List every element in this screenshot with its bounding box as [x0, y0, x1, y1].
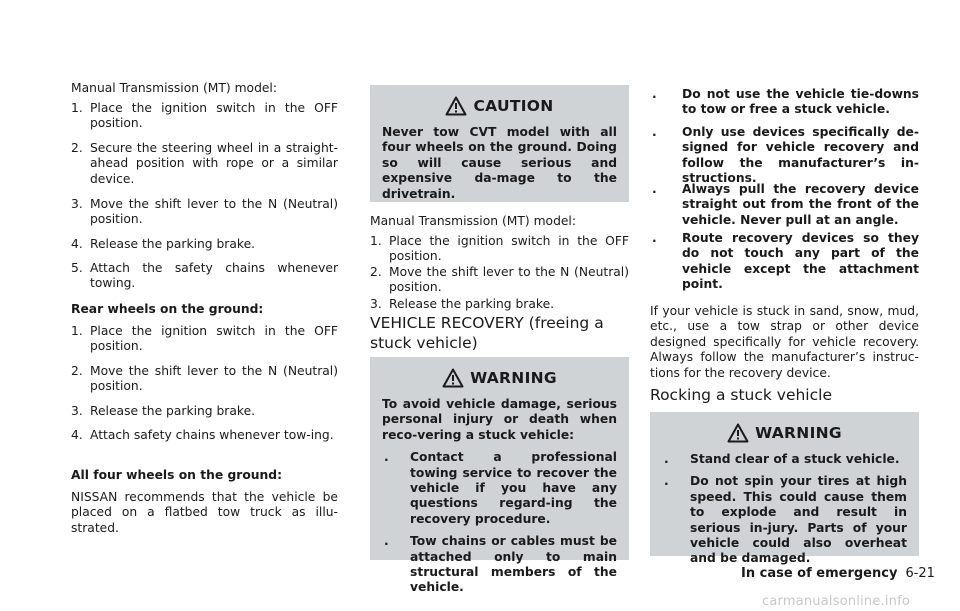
bullet-text: Always pull the recovery device straight out from the front of the vehicle. Never pull at an angle.: [682, 182, 919, 227]
step-number: 1.: [71, 101, 83, 115]
step-text: Release the parking brake.: [90, 404, 256, 418]
warning-header: [662, 420, 907, 446]
step-text: Release the parking brake.: [389, 297, 555, 311]
bullet: .: [652, 125, 657, 139]
step-text: Place the ignition switch in the OFF position.: [90, 324, 338, 354]
list-item: [71, 197, 338, 228]
bullet-text: Only use devices specifically de-signed for vehicle recovery and follow the manufacturer’s in-structions.: [682, 125, 919, 186]
step-text: Attach safety chains whenever tow-ing.: [90, 428, 334, 442]
bullet: .: [384, 450, 389, 465]
vehicle-recovery-heading: VEHICLE RECOVERY (freeing a stuck vehicle): [370, 314, 604, 352]
list-item: [71, 428, 338, 443]
step-text: Move the shift lever to the N (Neutral) position.: [90, 364, 338, 394]
list-item: [382, 450, 617, 527]
caution-title: CAUTION: [473, 97, 554, 115]
list-item: [650, 125, 919, 187]
list-item: [662, 474, 907, 566]
step-number: 5.: [71, 261, 83, 275]
list-item: [71, 101, 338, 132]
bullet: .: [652, 87, 657, 101]
caution-text: Never tow CVT model with all four wheels on the ground. Doing so will cause serious and expensive da-mage to the drivetrain.: [382, 125, 617, 201]
step-number: 4.: [71, 237, 83, 251]
list-item: [370, 297, 629, 312]
step-text: Place the ignition switch in the OFF position.: [90, 101, 338, 131]
mt-model-intro: Manual Transmission (MT) model:: [71, 81, 277, 95]
all-wheels-heading: All four wheels on the ground:: [71, 468, 283, 482]
list-item: [71, 364, 338, 395]
stuck-vehicle-paragraph: If your vehicle is stuck in sand, snow, mud, etc., use a tow strap or other device designed specifically for vehicle recovery. Always follow the manufacturer’s instruc-tions for the recovery device.: [650, 304, 919, 380]
step-number: 3.: [71, 197, 83, 211]
step-number: 1.: [370, 234, 382, 248]
bullet: .: [652, 182, 657, 196]
list-item: [650, 231, 919, 293]
caution-box: [370, 85, 629, 202]
list-item: [71, 141, 338, 187]
warning-text: To avoid vehicle damage, serious personal injury or death when reco-vering a stuck vehicle:: [382, 397, 617, 442]
list-item: [71, 237, 338, 252]
warning-title: WARNING: [755, 424, 842, 442]
step-number: 3.: [71, 404, 83, 418]
step-number: 4.: [71, 428, 83, 442]
list-item: [71, 261, 338, 292]
list-item: [650, 182, 919, 228]
watermark: carmanualsonline.info: [762, 594, 911, 609]
footer-section-title: In case of emergency: [741, 566, 898, 581]
bullet-text: Contact a professional towing service to recover the vehicle if you have any questions regard-ing the recovery procedure.: [410, 450, 617, 526]
step-text: Place the ignition switch in the OFF position.: [389, 234, 629, 264]
step-text: Secure the steering wheel in a straight-ahead position with rope or a similar device.: [90, 141, 338, 186]
step-text: Release the parking brake.: [90, 237, 256, 251]
bullet-text: Tow chains or cables must be attached only to main structural members of the vehicle.: [410, 534, 617, 595]
page-footer: [741, 566, 935, 581]
step-number: 2.: [370, 265, 382, 279]
list-item: [662, 452, 907, 467]
page-number: 6-21: [905, 566, 935, 581]
step-number: 2.: [71, 141, 83, 155]
rear-wheels-heading: Rear wheels on the ground:: [71, 302, 264, 316]
step-text: Attach the safety chains whenever towing.: [90, 261, 338, 291]
list-item: [650, 87, 919, 118]
bullet-text: Do not use the vehicle tie-downs to tow or free a stuck vehicle.: [682, 87, 919, 117]
mt-model-intro: Manual Transmission (MT) model:: [370, 214, 576, 228]
list-item: [370, 265, 629, 296]
bullet: .: [652, 231, 657, 245]
caution-header: [382, 93, 617, 119]
warning-title: WARNING: [470, 369, 557, 387]
warning-box: [370, 357, 629, 595]
step-text: Move the shift lever to the N (Neutral) position.: [389, 265, 629, 295]
bullet-text: Stand clear of a stuck vehicle.: [690, 452, 900, 466]
list-item: [382, 534, 617, 596]
list-item: [71, 404, 338, 419]
step-number: 2.: [71, 364, 83, 378]
rocking-heading: Rocking a stuck vehicle: [650, 386, 832, 404]
step-text: Move the shift lever to the N (Neutral) position.: [90, 197, 338, 227]
warning-box: [650, 412, 919, 566]
warning-triangle-icon: [727, 423, 749, 443]
list-item: [71, 324, 338, 355]
warning-triangle-icon: [442, 368, 464, 388]
list-item: [370, 234, 629, 265]
bullet-text: Route recovery devices so they do not touch any part of the vehicle except the attachment point.: [682, 231, 919, 292]
bullet: .: [664, 474, 669, 489]
warning-header: [382, 365, 617, 391]
bullet: .: [384, 534, 389, 549]
bullet: .: [664, 452, 669, 466]
step-number: 3.: [370, 297, 382, 311]
warning-triangle-icon: [445, 96, 467, 116]
step-number: 1.: [71, 324, 83, 338]
bullet-text: Do not spin your tires at high speed. This could cause them to explode and result in serious in-jury. Parts of your vehicle could also overheat and be damaged.: [690, 474, 907, 566]
all-wheels-text: NISSAN recommends that the vehicle be placed on a flatbed tow truck as illu-strated.: [71, 490, 338, 535]
